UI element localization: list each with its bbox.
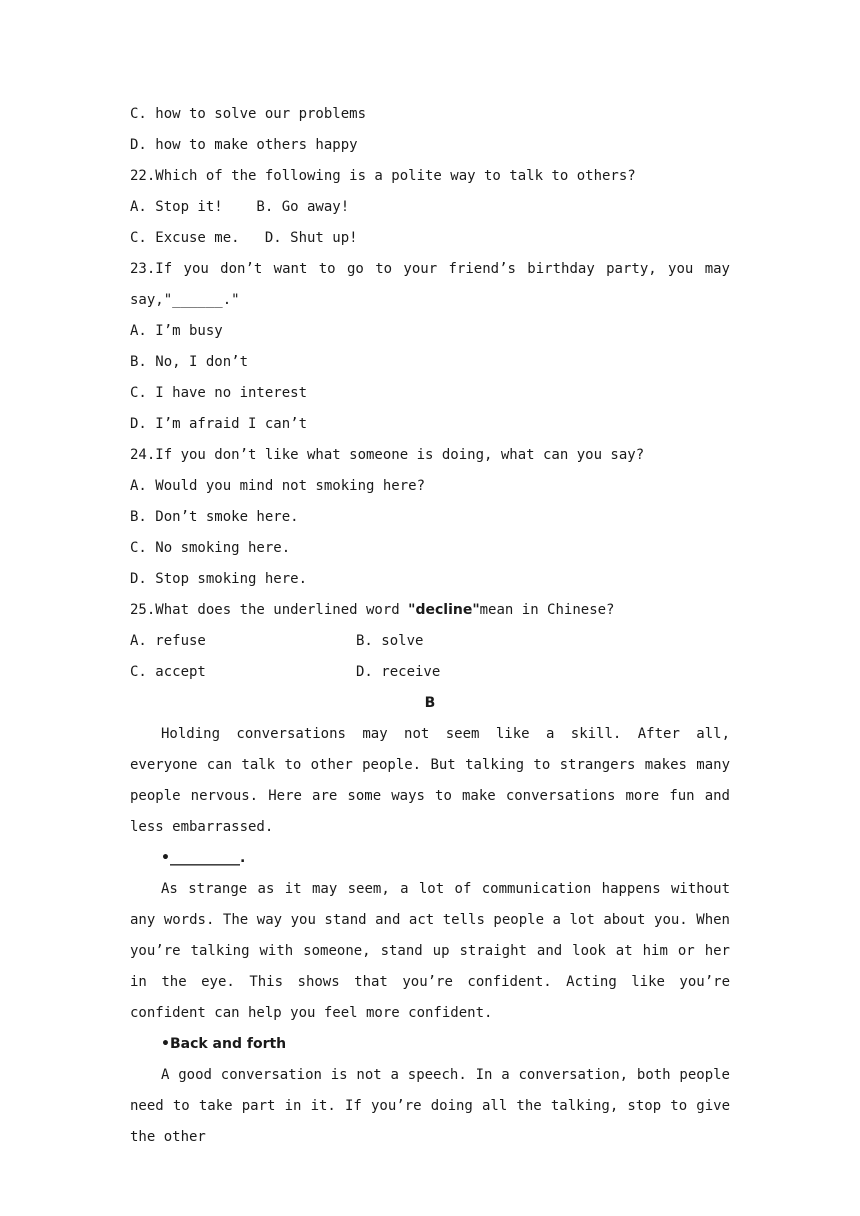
bullet-blank-heading: •__________. (161, 850, 246, 866)
section-heading-b: B (424, 695, 436, 711)
question-25-post: mean in Chinese? (479, 602, 615, 618)
section-b-intro: Holding conversations may not seem like a skill. After all, everyone can talk to other people. But talking to strangers makes many people nervous. Here are some ways to make conversations more fun and less embarrassed. (130, 726, 730, 835)
question-25 (130, 600, 730, 631)
underlined-word-decline: "decline" (408, 602, 480, 618)
question-23-option-b: B. No, I don’t (130, 354, 249, 370)
question-25-option-c: C. accept (130, 664, 206, 680)
question-24-option-a: A. Would you mind not smoking here? (130, 478, 426, 494)
option-d-prev: D. how to make others happy (130, 137, 358, 153)
question-22-options-ab: A. Stop it! B. Go away! (130, 199, 350, 215)
question-24-option-c: C. No smoking here. (130, 540, 291, 556)
option-c-prev: C. how to solve our problems (130, 106, 367, 122)
document-page (130, 104, 730, 1158)
question-25-option-d: D. receive (356, 664, 441, 680)
question-23-line2: say,"______." (130, 292, 240, 308)
question-25-options-ab (130, 631, 730, 662)
question-22: 22.Which of the following is a polite way to talk to others? (130, 168, 636, 184)
question-24-option-d: D. Stop smoking here. (130, 571, 308, 587)
question-24: 24.If you don’t like what someone is doing, what can you say? (130, 447, 645, 463)
question-23-option-c: C. I have no interest (130, 385, 308, 401)
question-25-option-b: B. solve (356, 633, 424, 649)
question-23-option-a: A. I’m busy (130, 323, 223, 339)
question-25-pre: 25.What does the underlined word (130, 602, 409, 618)
question-25-options-cd (130, 662, 730, 693)
section-b-paragraph-1: As strange as it may seem, a lot of communication happens without any words. The way you stand and act tells people a lot about you. When you’re talking with someone, stand up straight and look at him or her in the eye. This shows that you’re confident. Acting like you’re confident can help you feel more confident. (130, 881, 730, 1021)
question-24-option-b: B. Don’t smoke here. (130, 509, 299, 525)
bullet-back-and-forth: •Back and forth (161, 1036, 287, 1052)
question-23-option-d: D. I’m afraid I can’t (130, 416, 308, 432)
section-b-paragraph-2: A good conversation is not a speech. In a conversation, both people need to take part in it. If you’re doing all the talking, stop to give the other (130, 1067, 730, 1145)
question-23-line1: 23.If you don’t want to go to your friend’s birthday party, you may (130, 261, 730, 277)
question-22-options-cd: C. Excuse me. D. Shut up! (130, 230, 358, 246)
question-25-option-a: A. refuse (130, 633, 206, 649)
